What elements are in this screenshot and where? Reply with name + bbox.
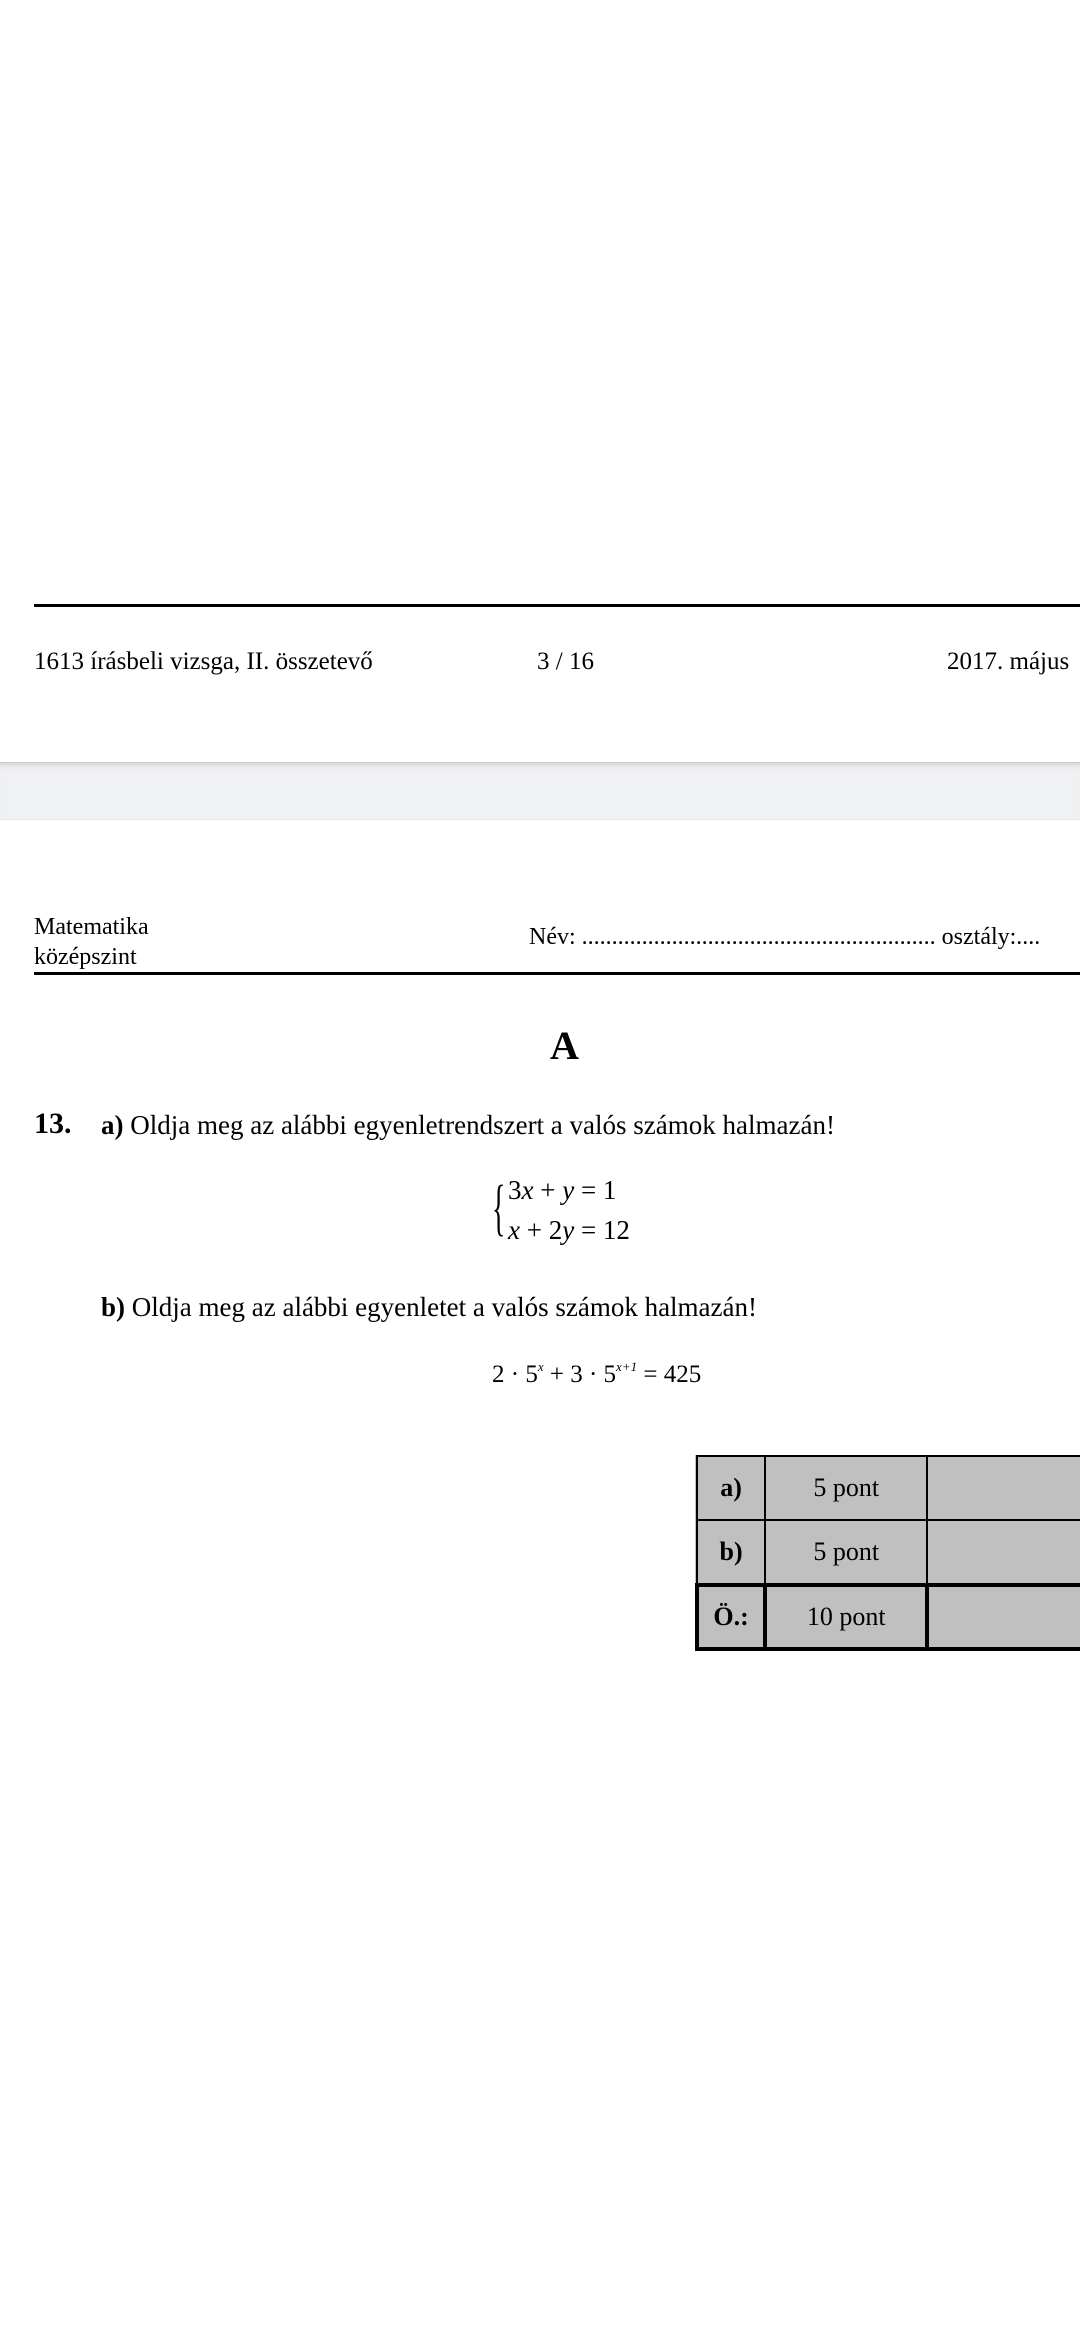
page-header-subject xyxy=(34,912,149,972)
question-part-b xyxy=(101,1292,757,1323)
header-rule xyxy=(34,972,1080,975)
part-a-text: Oldja meg az alábbi egyenletrendszert a valós számok halmazán! xyxy=(123,1110,835,1140)
score-total-earned xyxy=(927,1585,1080,1649)
score-row-total xyxy=(697,1585,1080,1649)
score-row xyxy=(697,1520,1080,1585)
score-row xyxy=(697,1456,1080,1520)
score-total-points: 10 pont xyxy=(765,1585,927,1649)
footer-page-indicator: 3 / 16 xyxy=(537,648,594,675)
score-row-points: 5 pont xyxy=(765,1456,927,1520)
previous-page xyxy=(0,0,1080,762)
footer-rule xyxy=(34,604,1080,607)
page-separator xyxy=(0,762,1080,820)
part-b-label: b) xyxy=(101,1292,126,1322)
equation-2: x + 2y = 12 xyxy=(508,1215,630,1245)
footer-date: 2017. május xyxy=(947,648,1070,675)
score-row-earned xyxy=(927,1520,1080,1585)
subject-label: Matematika xyxy=(34,914,149,940)
footer-exam-code: 1613 írásbeli vizsga, II. összetevő xyxy=(34,648,373,675)
score-row-label: b) xyxy=(697,1520,765,1585)
score-row-points: 5 pont xyxy=(765,1520,927,1585)
score-table xyxy=(695,1455,1080,1651)
exponential-equation: $2 \cdot 5^x + 3 \cdot 5^{x+1} = 425$ xyxy=(492,1359,702,1388)
part-a-label: a) xyxy=(101,1110,124,1140)
question-part-a xyxy=(101,1110,835,1141)
score-row-earned xyxy=(927,1456,1080,1520)
left-brace-icon: { xyxy=(492,1174,506,1242)
section-letter: A xyxy=(550,1023,579,1068)
question-number: 13. xyxy=(34,1107,72,1140)
name-class-field: Név: ........................................................... osztály:.... xyxy=(529,924,1041,950)
part-b-text: Oldja meg az alábbi egyenletet a valós számok halmazán! xyxy=(125,1292,757,1322)
level-label: középszint xyxy=(34,944,137,970)
score-total-label: Ö.: xyxy=(697,1585,765,1649)
equation-1: 3x + y = 1 xyxy=(508,1175,617,1205)
score-row-label: a) xyxy=(697,1456,765,1520)
